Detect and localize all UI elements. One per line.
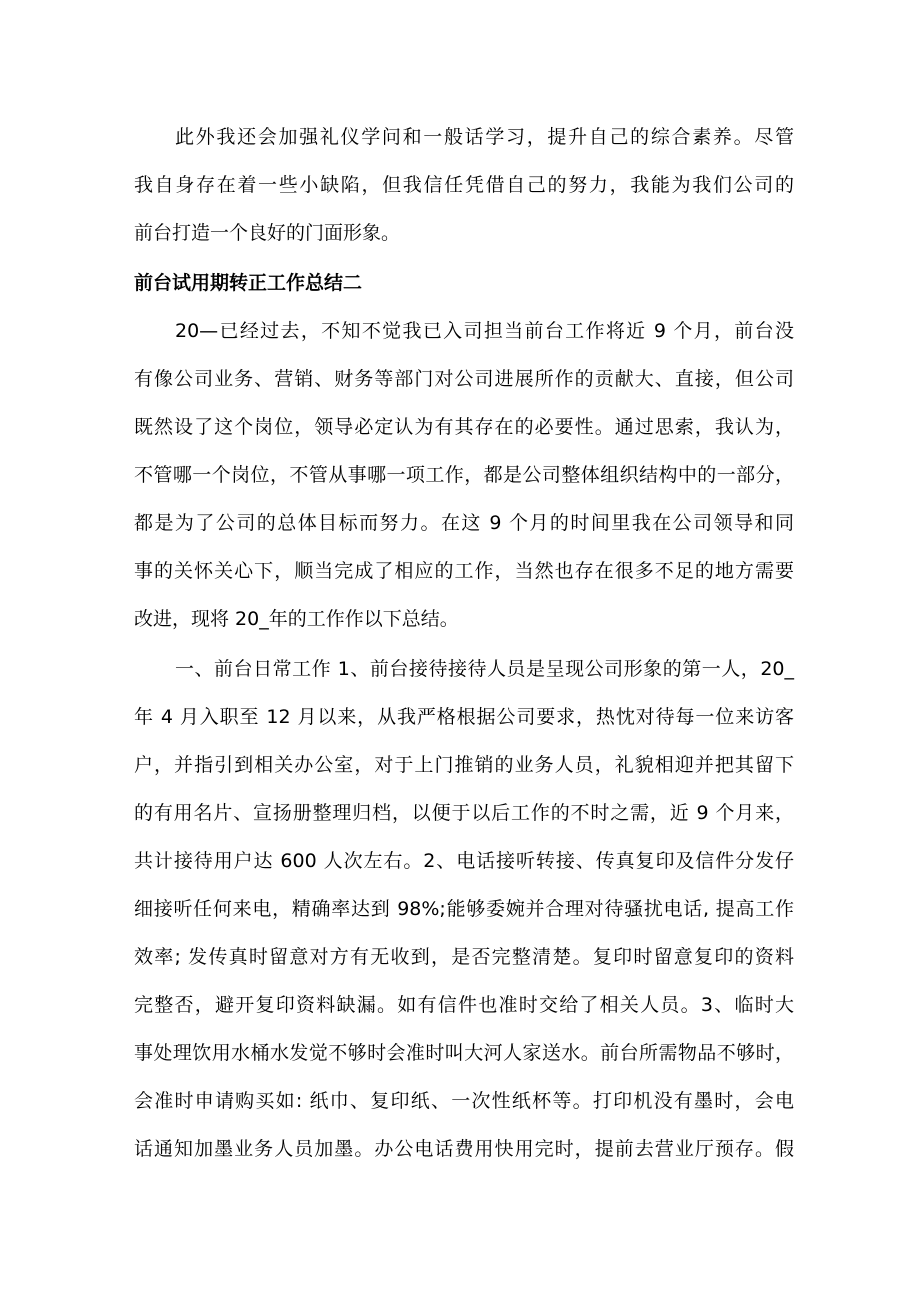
paragraph-3-line-11: 话通知加墨业务人员加墨。办公电话费用快用完时，提前去营业厅预存。假 [134, 1138, 794, 1160]
paragraph-3-line-1: 一、前台日常工作 1、前台接待接待人员是呈现公司形象的第一人，20_ [175, 658, 794, 680]
paragraph-3-line-6: 细接听任何来电，精确率达到 98%;能够委婉并合理对待骚扰电话, 提高工作 [134, 898, 794, 920]
paragraph-3-line-9: 事处理饮用水桶水发觉不够时会准时叫大河人家送水。前台所需物品不够时， [134, 1042, 794, 1064]
paragraph-1-line-1: 此外我还会加强礼仪学问和一般话学习，提升自己的综合素养。尽管 [175, 126, 794, 148]
paragraph-2-line-6: 事的关怀关心下，顺当完成了相应的工作，当然也存在很多不足的地方需要 [134, 560, 794, 582]
paragraph-3-line-3: 户，并指引到相关办公室，对于上门推销的业务人员，礼貌相迎并把其留下 [134, 754, 794, 776]
paragraph-3-line-8: 完整否，避开复印资料缺漏。如有信件也准时交给了相关人员。3、临时大 [134, 994, 794, 1016]
paragraph-1-line-3: 前台打造一个良好的门面形象。 [134, 222, 401, 244]
paragraph-3-line-5: 共计接待用户达 600 人次左右。2、电话接听转接、传真复印及信件分发仔 [134, 850, 794, 872]
paragraph-3-line-4: 的有用名片、宣扬册整理归档，以便于以后工作的不时之需，近 9 个月来， [134, 802, 794, 824]
paragraph-2-line-1: 20—已经过去，不知不觉我已入司担当前台工作将近 9 个月，前台没 [175, 320, 794, 342]
paragraph-2-line-3: 既然设了这个岗位，领导必定认为有其存在的必要性。通过思索，我认为， [134, 416, 794, 438]
section-heading: 前台试用期转正工作总结二 [134, 272, 363, 294]
paragraph-2-line-4: 不管哪一个岗位，不管从事哪一项工作，都是公司整体组织结构中的一部分， [134, 464, 794, 486]
paragraph-2-line-5: 都是为了公司的总体目标而努力。在这 9 个月的时间里我在公司领导和同 [134, 512, 794, 534]
paragraph-2-line-2: 有像公司业务、营销、财务等部门对公司进展所作的贡献大、直接，但公司 [134, 368, 794, 390]
paragraph-2-line-7: 改进，现将 20_年的工作作以下总结。 [134, 608, 459, 630]
paragraph-3-line-7: 效率; 发传真时留意对方有无收到，是否完整清楚。复印时留意复印的资料 [134, 946, 794, 968]
paragraph-3-line-2: 年 4 月入职至 12 月以来，从我严格根据公司要求，热忱对待每一位来访客 [134, 706, 794, 728]
paragraph-1-line-2: 我自身存在着一些小缺陷，但我信任凭借自己的努力，我能为我们公司的 [134, 174, 794, 196]
paragraph-3-line-10: 会准时申请购买如: 纸巾、复印纸、一次性纸杯等。打印机没有墨时，会电 [134, 1090, 794, 1112]
